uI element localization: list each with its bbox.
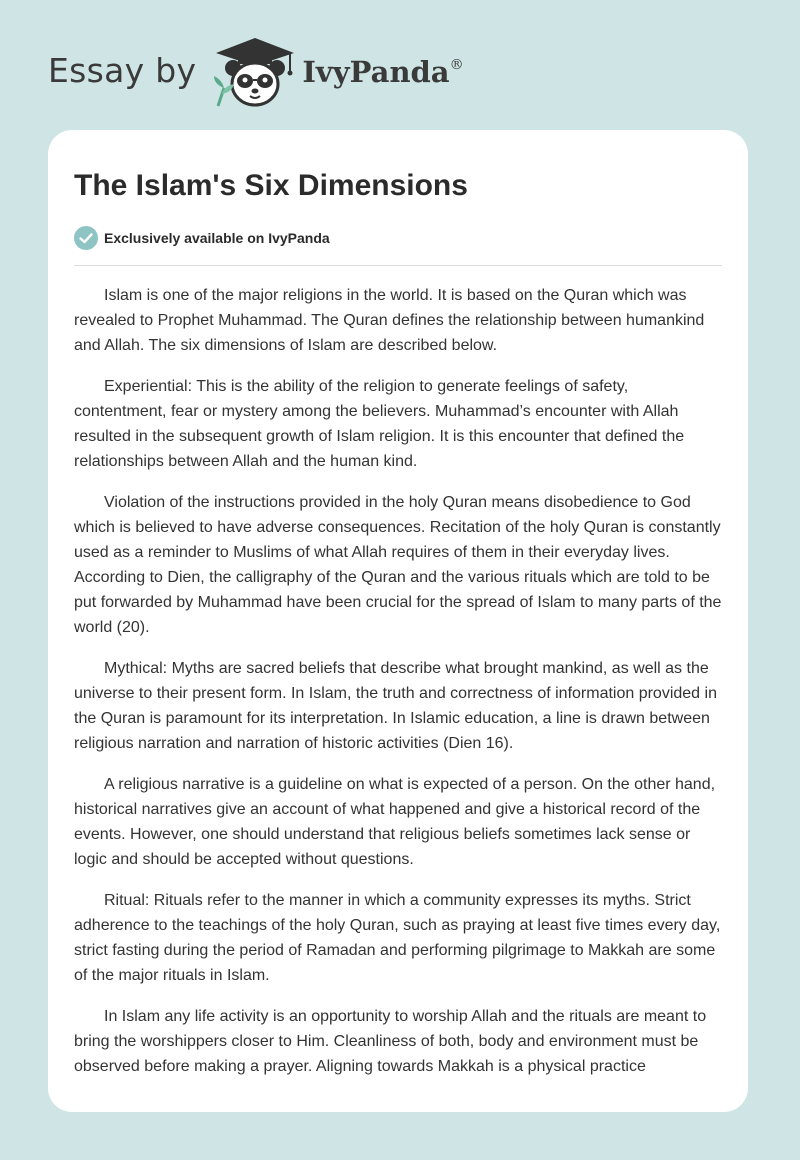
paragraph: Mythical: Myths are sacred beliefs that describe what brought mankind, as well as the universe to their present form. In Islam, the truth and correctness of information provided in the Quran is paramount for its interpretation. In Islamic education, a line is drawn between religious narration and narration of historic activities (Dien 16). bbox=[74, 660, 717, 752]
divider bbox=[74, 265, 722, 266]
paragraph: Islam is one of the major religions in the world. It is based on the Quran which was revealed to Prophet Muhammad. The Quran defines the relationship between humankind and Allah. The six dimensions of Islam are described below. bbox=[74, 287, 705, 354]
essay-card bbox=[48, 130, 748, 1112]
brand-header[interactable] bbox=[48, 36, 464, 108]
paragraph: Experiential: This is the ability of the religion to generate feelings of safety, contentment, fear or mystery among the believers. Muhammad’s encounter with Allah resulted in the subsequent growth of Islam religion. It is this encounter that defined the relationships between Allah and the human kind. bbox=[74, 378, 685, 470]
paragraph: Violation of the instructions provided in the holy Quran means disobedience to God which is believed to have adverse consequences. Recitation of the holy Quran is constantly used as a reminder to Muslims of what Allah requires of them in their everyday lives. According to Dien, the calligraphy of the Quran and the various rituals which are told to be put forwarded by Muhammad have been crucial for the spread of Islam to many parts of the world (20). bbox=[74, 494, 722, 636]
page-title: The Islam's Six Dimensions bbox=[74, 169, 468, 202]
paragraph: A religious narrative is a guideline on what is expected of a person. On the other hand, historical narratives give an account of what happened and give a historical record of the events. However, one should understand that religious beliefs sometimes lack sense or logic and should be accepted without questions. bbox=[74, 776, 716, 868]
paragraph: Ritual: Rituals refer to the manner in which a community expresses its myths. Strict adherence to the teachings of the holy Quran, such as praying at least five times every day, strict fasting during the period of Ramadan and performing pilgrimage to Makkah are some of the major rituals in Islam. bbox=[74, 892, 721, 984]
essay-body bbox=[74, 283, 722, 1079]
panda-logo-icon bbox=[210, 36, 300, 108]
exclusive-badge bbox=[74, 226, 722, 250]
badge-text: Exclusively available on IvyPanda bbox=[104, 230, 330, 246]
brand-name bbox=[302, 55, 463, 89]
check-icon bbox=[74, 226, 98, 250]
registered-mark: ® bbox=[449, 57, 464, 73]
brand-prefix: Essay by bbox=[48, 50, 197, 90]
brand-name-text: IvyPanda bbox=[302, 55, 450, 89]
paragraph: In Islam any life activity is an opportunity to worship Allah and the rituals are meant to bring the worshippers closer to Him. Cleanliness of both, body and environment must be observed before making a prayer. Aligning towards Makkah is a physical practice bbox=[74, 1008, 707, 1075]
